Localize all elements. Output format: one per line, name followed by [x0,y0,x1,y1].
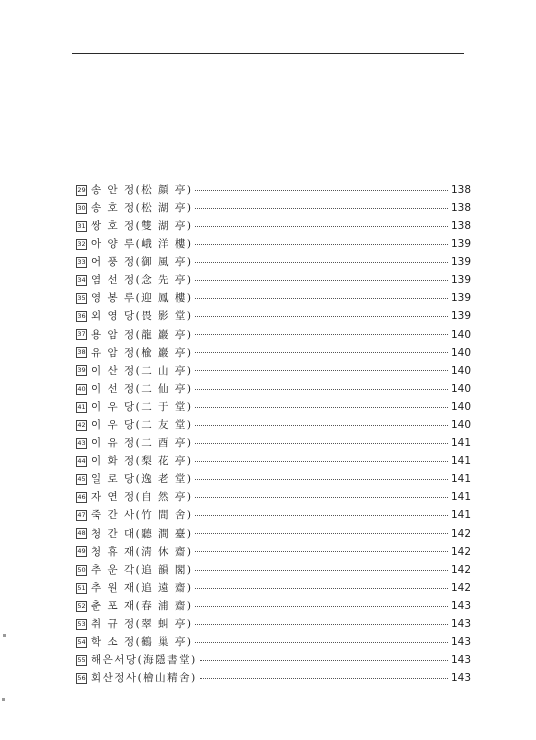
dot-leader [195,244,448,245]
toc-entry[interactable] [76,362,471,380]
entry-number: 37 [77,330,86,339]
entry-number: 42 [77,420,86,429]
page-number: 139 [450,310,471,323]
toc-entry[interactable] [76,326,471,344]
entry-title: 이 산 정(二 山 亭) [91,364,193,377]
entry-title: 회산정사(檜山精舍) [91,672,197,685]
toc-entry[interactable] [76,525,471,543]
dot-leader [195,407,448,408]
entry-number: 36 [77,312,86,321]
page-number: 142 [450,527,471,540]
entry-title: 이 선 정(二 仙 亭) [91,382,193,395]
toc-entry[interactable] [76,579,471,597]
scan-speck [3,634,6,637]
entry-title: 송 안 정(松 顔 亭) [91,183,193,196]
dot-leader [195,533,448,534]
entry-title: 외 영 당(畏 影 堂) [91,310,193,323]
dot-leader [195,551,448,552]
page-number: 140 [450,400,471,413]
page-number: 141 [450,473,471,486]
page-number: 141 [450,455,471,468]
entry-title: 쌍 호 정(雙 湖 亭) [91,219,193,232]
dot-leader [195,262,448,263]
entry-title: 영 봉 루(迎 鳳 樓) [91,292,193,305]
dot-leader [195,624,448,625]
entry-title: 용 암 정(龍 巖 亭) [91,328,193,341]
entry-title: 염 선 정(念 先 亭) [91,274,193,287]
toc-entry[interactable] [76,235,471,253]
toc-entry[interactable] [76,489,471,507]
entry-number: 35 [77,294,86,303]
entry-number: 33 [77,257,86,266]
page-number: 143 [450,636,471,649]
toc-entry[interactable] [76,398,471,416]
toc-entry[interactable] [76,561,471,579]
page-number: 140 [450,364,471,377]
page-number: 141 [450,509,471,522]
dot-leader [195,443,448,444]
page-number: 139 [450,292,471,305]
entry-number: 32 [77,239,86,248]
dot-leader [195,352,448,353]
dot-leader [200,660,448,661]
entry-number: 38 [77,348,86,357]
toc-entry[interactable] [76,380,471,398]
page-number: 143 [450,599,471,612]
dot-leader [195,425,448,426]
entry-number: 53 [77,619,86,628]
entry-number: 51 [77,583,86,592]
entry-number: 43 [77,438,86,447]
entry-number: 55 [77,655,86,664]
entry-title: 해은서당(海隱書堂) [91,654,197,667]
dot-leader [195,226,448,227]
toc-entry[interactable] [76,452,471,470]
entry-number: 34 [77,276,86,285]
dot-leader [195,570,448,571]
entry-title: 춘 포 재(春 浦 齋) [91,599,193,612]
dot-leader [195,642,448,643]
entry-title: 추 운 각(追 韻 閣) [91,563,193,576]
toc-entry[interactable] [76,181,471,199]
dot-leader [195,190,448,191]
dot-leader [195,280,448,281]
dot-leader [195,389,448,390]
page-number: 140 [450,382,471,395]
toc-entry[interactable] [76,670,471,688]
dot-leader [195,334,448,335]
entry-title: 아 양 루(峨 洋 樓) [91,238,193,251]
entry-number: 30 [77,203,86,212]
entry-number: 52 [77,601,86,610]
entry-number: 56 [77,674,86,683]
entry-title: 이 우 당(二 友 堂) [91,419,193,432]
page-number: 138 [450,201,471,214]
page-number: 140 [450,419,471,432]
page-number: 141 [450,491,471,504]
entry-number: 29 [77,185,86,194]
dot-leader [195,606,448,607]
page-number: 142 [450,563,471,576]
page-number: 143 [450,654,471,667]
entry-title: 추 원 재(追 遠 齋) [91,581,193,594]
entry-title: 자 연 정(自 然 亭) [91,491,193,504]
dot-leader [195,461,448,462]
entry-title: 일 로 당(逸 老 堂) [91,473,193,486]
dot-leader [195,479,448,480]
entry-title: 학 소 정(鶴 巢 亭) [91,636,193,649]
entry-title: 취 규 정(翠 虯 亭) [91,618,193,631]
toc-entry[interactable] [76,507,471,525]
entry-title: 청 간 대(聽 澗 臺) [91,527,193,540]
toc-entry[interactable] [76,651,471,669]
entry-title: 이 우 당(二 于 堂) [91,400,193,413]
entry-title: 죽 간 사(竹 間 舍) [91,509,193,522]
entry-number: 44 [77,456,86,465]
page-number: 142 [450,545,471,558]
dot-leader [195,515,448,516]
page-number: 139 [450,274,471,287]
entry-number: 54 [77,637,86,646]
toc-entry[interactable] [76,597,471,615]
header-rule [72,53,464,54]
toc-entry[interactable] [76,434,471,452]
toc-entry[interactable] [76,471,471,489]
entry-number: 47 [77,511,86,520]
page-number: 140 [450,346,471,359]
toc-entry[interactable] [76,199,471,217]
entry-number: 49 [77,547,86,556]
page-number: 138 [450,219,471,232]
entry-title: 송 호 정(松 湖 亭) [91,201,193,214]
page-number: 143 [450,618,471,631]
dot-leader [195,370,448,371]
entry-number: 50 [77,565,86,574]
dot-leader [195,497,448,498]
toc-entry[interactable] [76,253,471,271]
toc-entry[interactable] [76,543,471,561]
page-number: 140 [450,328,471,341]
page-number: 139 [450,256,471,269]
dot-leader [200,678,448,679]
toc-entry[interactable] [76,271,471,289]
dot-leader [195,208,448,209]
dot-leader [195,298,448,299]
page-number: 143 [450,672,471,685]
entry-number: 39 [77,366,86,375]
entry-title: 이 화 정(梨 花 亭) [91,455,193,468]
entry-title: 어 풍 정(御 風 亭) [91,256,193,269]
entry-title: 유 암 정(楡 巖 亭) [91,346,193,359]
entry-title: 이 유 정(二 酉 亭) [91,437,193,450]
toc-entry[interactable] [76,416,471,434]
entry-number: 31 [77,221,86,230]
scan-speck [2,698,5,701]
toc-entry[interactable] [76,308,471,326]
entry-number: 46 [77,493,86,502]
entry-number: 45 [77,475,86,484]
entry-number: 40 [77,384,86,393]
toc-entry[interactable] [76,344,471,362]
entry-number: 48 [77,529,86,538]
entry-title: 청 휴 재(淸 休 齋) [91,545,193,558]
toc-entry[interactable] [76,615,471,633]
dot-leader [195,588,448,589]
toc-entry[interactable] [76,217,471,235]
page-number: 139 [450,238,471,251]
page-number: 138 [450,183,471,196]
dot-leader [195,316,448,317]
toc-entry[interactable] [76,633,471,651]
table-of-contents [76,181,471,688]
entry-number: 41 [77,402,86,411]
page-number: 142 [450,581,471,594]
toc-entry[interactable] [76,290,471,308]
page-number: 141 [450,437,471,450]
